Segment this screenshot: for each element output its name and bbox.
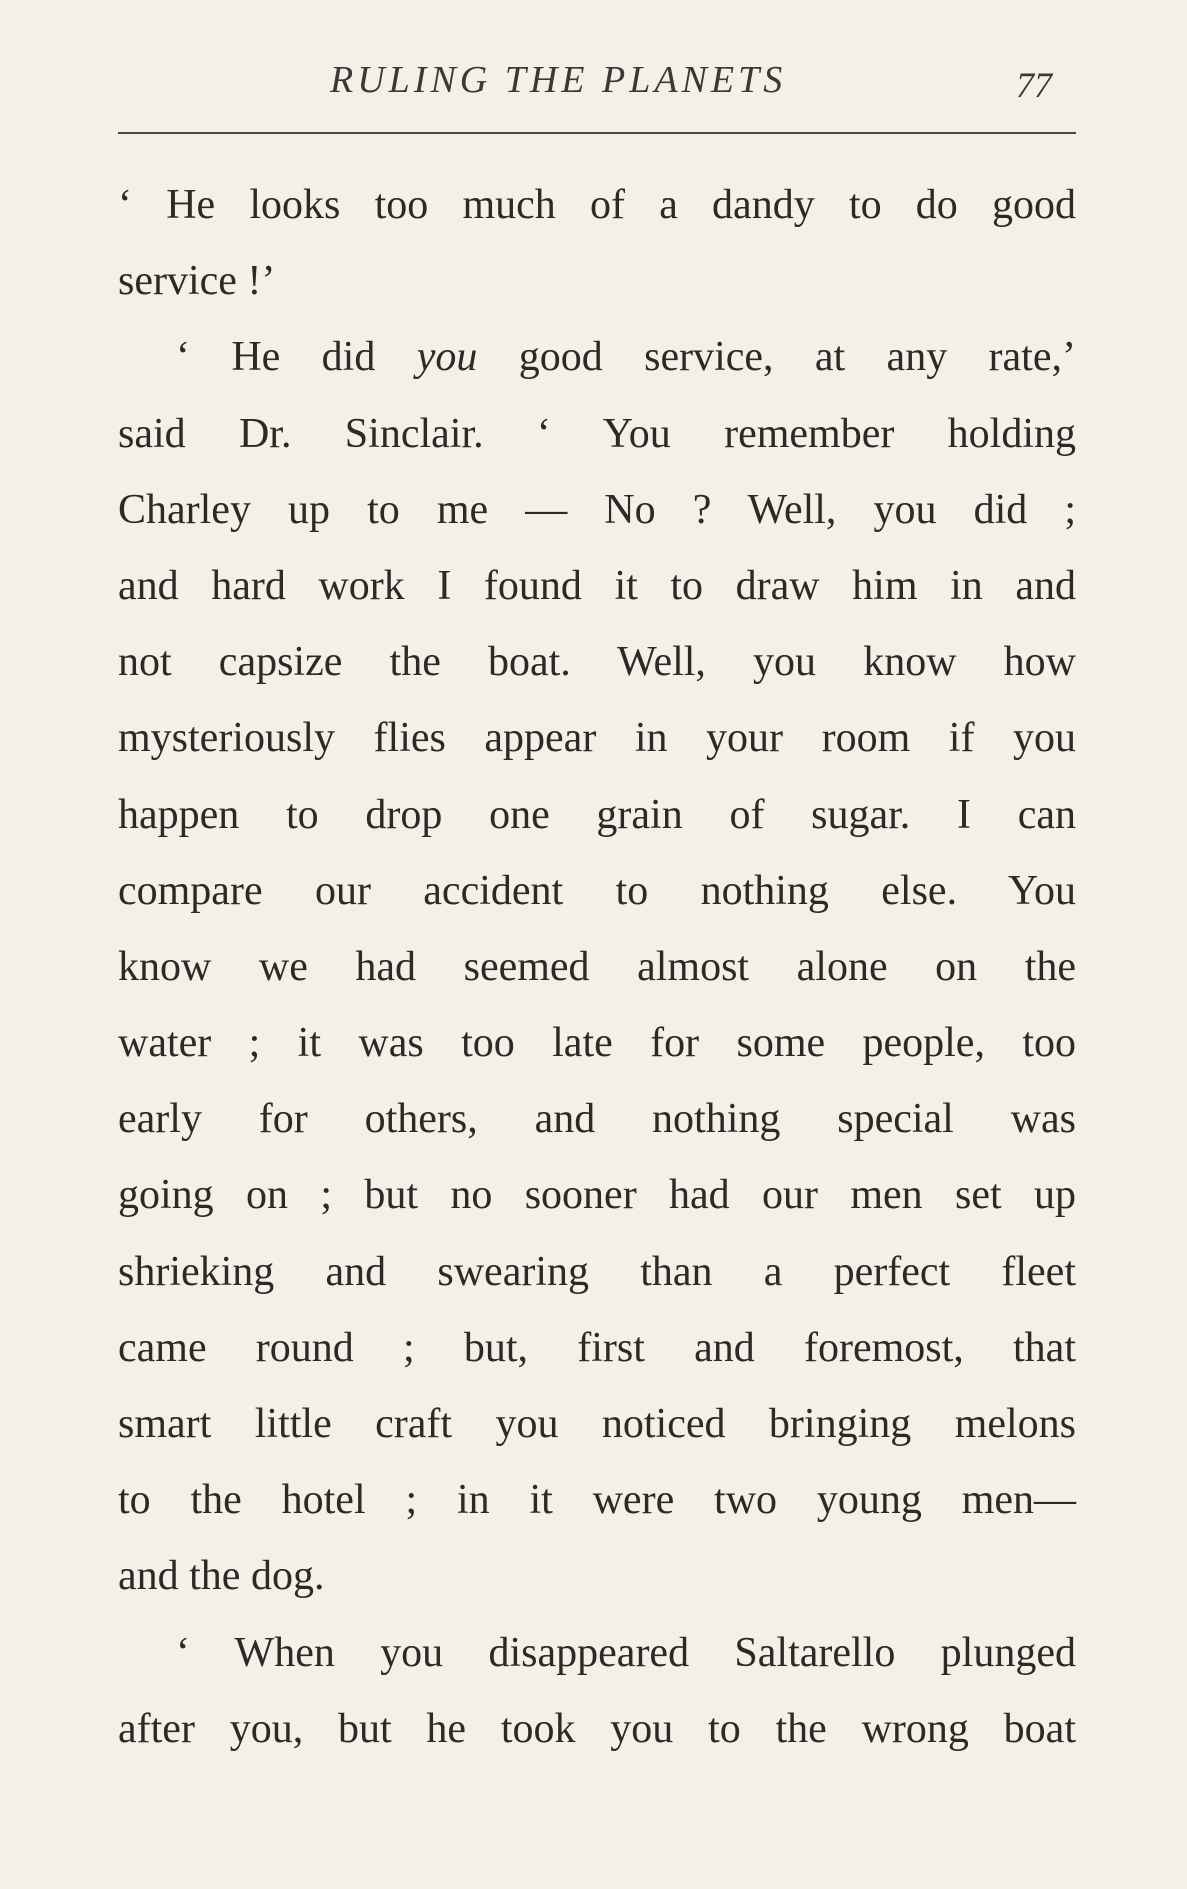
text-line: [118, 319, 1076, 395]
text-line: water ; it was too late for some people, too: [118, 1020, 1076, 1067]
text-line: going on ; but no sooner had our men set up: [118, 1172, 1076, 1219]
text-line: service !’: [118, 258, 276, 305]
italic-word: you: [416, 334, 478, 381]
text-fragment: ‘ He did: [176, 334, 417, 381]
text-line: came round ; but, first and foremost, that: [118, 1324, 1076, 1371]
body-text: [118, 167, 1076, 1767]
text-line: smart little craft you noticed bringing melons: [118, 1401, 1076, 1447]
text-line: know we had seemed almost alone on the: [118, 943, 1076, 990]
text-line: happen to drop one grain of sugar. I can: [118, 791, 1076, 838]
text-line: shrieking and swearing than a perfect fleet: [118, 1248, 1076, 1295]
text-line: Charley up to me — No ? Well, you did ;: [118, 486, 1076, 533]
text-fragment: good service, at any rate,’: [477, 334, 1076, 381]
text-line: and the dog.: [118, 1553, 325, 1600]
text-line: to the hotel ; in it were two young men—: [118, 1477, 1076, 1524]
text-line: after you, but he took you to the wrong boat: [118, 1705, 1076, 1752]
book-page: [118, 0, 1076, 1889]
page-number: 77: [1016, 65, 1052, 105]
running-title: RULING THE PLANETS: [330, 59, 787, 101]
text-line: and hard work I found it to draw him in and: [118, 562, 1076, 609]
header-rule: [118, 132, 1076, 134]
running-head: [118, 58, 1076, 108]
text-line: early for others, and nothing special was: [118, 1096, 1076, 1143]
text-line: mysteriously flies appear in your room if you: [118, 715, 1076, 762]
text-line: said Dr. Sinclair. ‘ You remember holding: [118, 410, 1076, 457]
text-line: not capsize the boat. Well, you know how: [118, 639, 1076, 686]
text-line: compare our accident to nothing else. You: [118, 867, 1076, 914]
text-line: ‘ When you disappeared Saltarello plunged: [176, 1629, 1076, 1676]
text-line: ‘ He looks too much of a dandy to do good: [118, 182, 1076, 228]
